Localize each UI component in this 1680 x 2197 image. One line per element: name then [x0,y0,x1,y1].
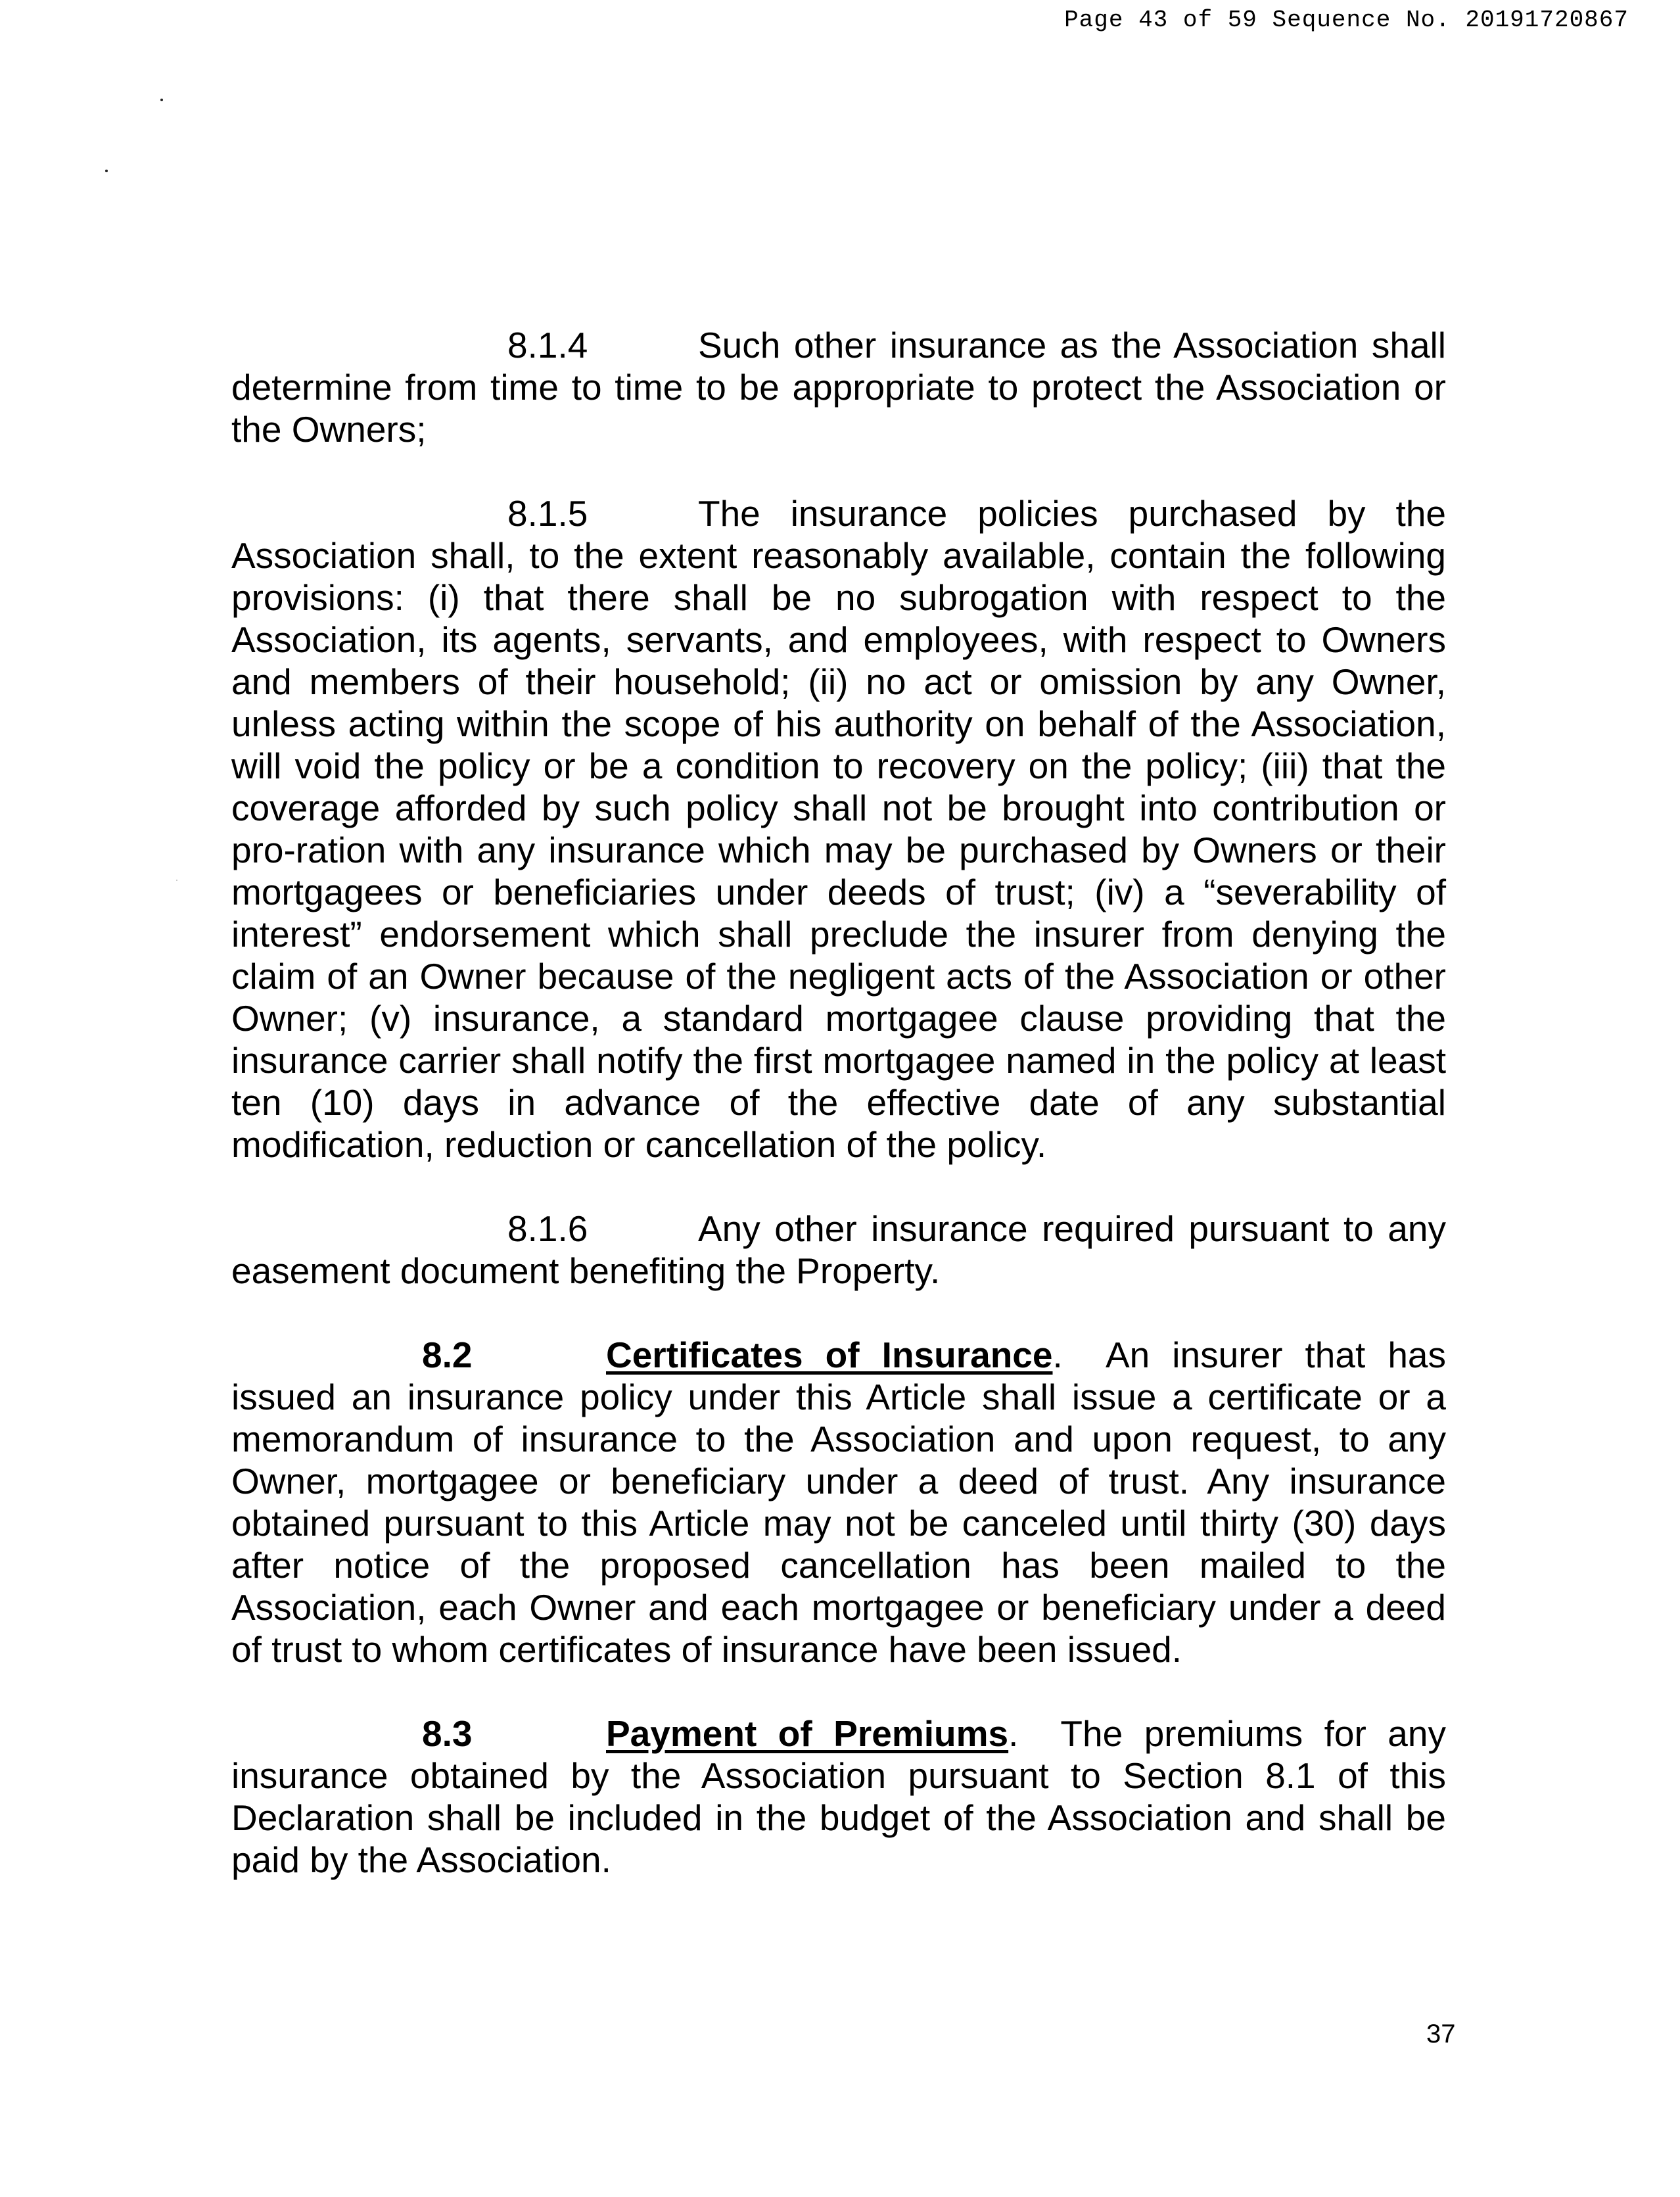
scan-speck [160,99,163,101]
section-8-1-4 [231,324,1446,450]
section-number: 8.1.4 [507,325,588,366]
scan-speck [105,170,108,172]
header-sequence-stamp: Page 43 of 59 Sequence No. 20191720867 [1064,7,1629,34]
heading-punctuation: . [1008,1713,1019,1754]
section-8-1-5 [231,492,1446,1166]
page-number: 37 [1426,2020,1456,2048]
section-text: Such other insurance as the Association shall determine from time to time to be appropriate to protect the Association or the Owners; [231,325,1446,450]
section-text: The premiums for any insurance obtained by the Association pursuant to Section 8.1 of this Declaration shall be included in the budget of the Association and shall be paid by the Association. [231,1713,1446,1880]
document-body [231,324,1446,1923]
section-number: 8.3 [422,1713,473,1754]
section-number: 8.2 [422,1335,473,1375]
section-text: The insurance policies purchased by the Association shall, to the extent reasonably available, contain the following provisions: (i) that there shall be no subrogation with respect to the Association, its agents, servants, and employees, with respect to Owners and members of their household; (ii) no act or omission by any Owner, unless acting within the scope of his authority on behalf of the Association, will void the policy or be a condition to recovery on the policy; (iii) that the coverage afforded by such policy shall not be brought into contribution or pro-ration with any insurance which may be purchased by Owners or their mortgagees or beneficiaries under deeds of trust; (iv) a “severability of interest” endorsement which shall preclude the insurer from denying the claim of an Owner because of the negligent acts of the Association or other Owner; (v) insurance, a standard mortgagee clause providing that the insurance carrier shall notify the first mortgagee named in the policy at least ten (10) days in advance of the effective date of any substantial modification, reduction or cancellation of the policy. [231,493,1446,1165]
heading-punctuation: . [1052,1335,1063,1375]
section-heading: Payment of Premiums [606,1713,1009,1754]
section-number: 8.1.5 [507,493,588,534]
section-8-2 [231,1334,1446,1670]
section-text: Any other insurance required pursuant to any easement document benefiting the Property. [231,1208,1446,1291]
section-number: 8.1.6 [507,1208,588,1249]
section-8-1-6 [231,1208,1446,1292]
section-heading: Certificates of Insurance [606,1335,1053,1375]
section-text: An insurer that has issued an insurance policy under this Article shall issue a certificate or a memorandum of insurance to the Association and upon request, to any Owner, mortgagee or beneficiary under a deed of trust. Any insurance obtained pursuant to this Article may not be canceled until thirty (30) days after notice of the proposed cancellation has been mailed to the Association, each Owner and each mortgagee or beneficiary under a deed of trust to whom certificates of insurance have been issued. [231,1335,1447,1670]
scan-speck [176,880,177,881]
section-8-3 [231,1713,1446,1881]
